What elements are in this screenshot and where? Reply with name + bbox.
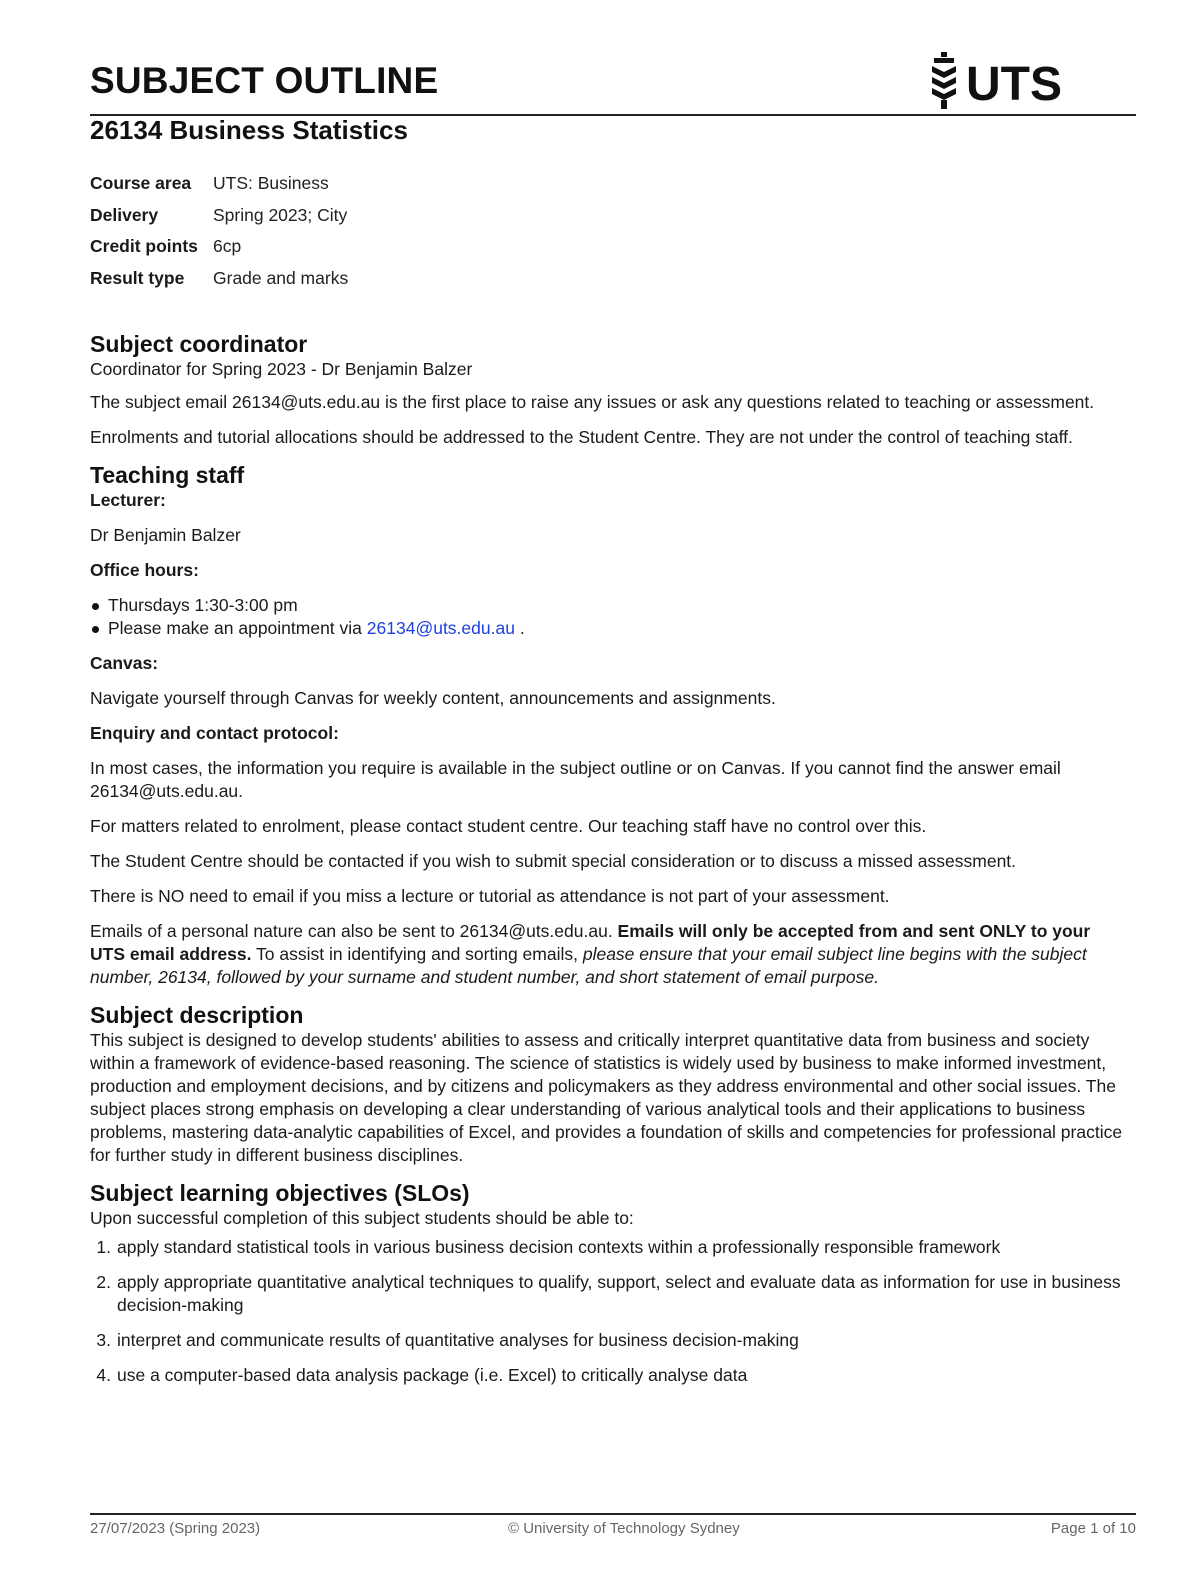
email-link[interactable]: 26134@uts.edu.au [366, 618, 515, 638]
uts-logo [926, 50, 1074, 112]
coordinator-line: Coordinator for Spring 2023 - Dr Benjamin Balzer [90, 359, 473, 379]
objective-number: 1. [96, 1237, 111, 1257]
detail-row-course-area [90, 173, 348, 205]
detail-label: Result type [90, 267, 185, 288]
uts-logo-text: UTS [966, 58, 1062, 111]
uts-crest-icon [932, 52, 956, 109]
enquiry-paragraph: The Student Centre should be contacted if you wish to submit special consideration or to discuss a missed assessment. [90, 851, 1017, 871]
emails-italic-text: please ensure that your email subject line begins with the subject number, 26134, followed by your surname and student number, and short statement of email purpose. [90, 944, 1087, 987]
detail-label: Delivery [90, 204, 159, 225]
detail-label: Credit points [90, 236, 198, 256]
detail-value: Grade and marks [213, 267, 349, 288]
emails-paragraph [90, 920, 1130, 989]
objectives-intro: Upon successful completion of this subject students should be able to: [90, 1208, 634, 1228]
footer-page-number: Page 1 of 10 [1050, 1520, 1136, 1537]
detail-value: UTS: Business [213, 173, 329, 193]
emails-mid-text: To assist in identifying and sorting emails, [251, 944, 583, 964]
canvas-label: Canvas: [90, 653, 159, 673]
emails-plain-text: Emails of a personal nature can also be sent to 26134@uts.edu.au. [90, 921, 618, 941]
lecturer-name: Dr Benjamin Balzer [90, 525, 241, 545]
list-item [90, 617, 1130, 640]
document-page [90, 0, 1136, 1590]
detail-label: Course area [90, 173, 192, 193]
footer-copyright: © University of Technology Sydney [508, 1520, 740, 1537]
list-item [90, 1236, 1130, 1259]
objective-number: 2. [96, 1272, 111, 1292]
lecturer-label: Lecturer: [90, 490, 166, 510]
detail-row-result-type [90, 268, 348, 300]
enquiry-paragraph: In most cases, the information you require is available in the subject outline or on Canvas. If you cannot find the answer email 26134@uts.edu.au. [90, 758, 1061, 801]
office-hours-list [90, 594, 1130, 640]
coordinator-email-paragraph: The subject email 26134@uts.edu.au is the first place to raise any issues or ask any questions related to teaching or assessment. [90, 392, 1095, 412]
objectives-list [90, 1236, 1130, 1387]
subject-details [90, 173, 348, 299]
appointment-text: Please make an appointment via [108, 618, 367, 638]
objectives-heading: Subject learning objectives (SLOs) [90, 1180, 470, 1206]
objective-text: use a computer-based data analysis package (i.e. Excel) to critically analyse data [117, 1365, 748, 1385]
objective-number: 3. [96, 1330, 111, 1350]
detail-value: Spring 2023; City [213, 204, 348, 225]
office-hours-label: Office hours: [90, 560, 199, 580]
appointment-suffix: . [514, 618, 525, 638]
objective-number: 4. [96, 1365, 111, 1385]
footer-divider [90, 1513, 1136, 1515]
office-hours-time: Thursdays 1:30-3:00 pm [108, 595, 298, 615]
list-item [90, 1329, 1130, 1352]
detail-row-credit-points [90, 236, 348, 268]
emails-bold-text: Emails will only be accepted from and sent ONLY to your UTS email address. [90, 921, 1091, 964]
enquiry-paragraph: For matters related to enrolment, please contact student centre. Our teaching staff have no control over this. [90, 816, 927, 836]
detail-value: 6cp [213, 236, 242, 256]
coordinator-heading: Subject coordinator [90, 331, 308, 357]
detail-row-delivery [90, 205, 348, 237]
canvas-text: Navigate yourself through Canvas for weekly content, announcements and assignments. [90, 688, 776, 708]
description-heading: Subject description [90, 1002, 304, 1028]
enquiry-label: Enquiry and contact protocol: [90, 723, 339, 743]
footer-date: 27/07/2023 (Spring 2023) [90, 1520, 261, 1537]
document-title: SUBJECT OUTLINE [90, 60, 439, 101]
coordinator-enrolment-paragraph: Enrolments and tutorial allocations should be addressed to the Student Centre. They are not under the control of teaching staff. [90, 427, 1073, 447]
teaching-staff-heading: Teaching staff [90, 462, 245, 488]
list-item [90, 1271, 1130, 1317]
list-item [90, 594, 1130, 617]
subject-title: 26134 Business Statistics [90, 115, 408, 145]
description-text: This subject is designed to develop students' abilities to assess and critically interpret quantitative data from business and society within a framework of evidence-based reasoning. The science of statistics is widely used by business to make informed investment, production and employment decisions, and by citizens and policymakers as they address environmental and other social issues. The subject places strong emphasis on developing a clear understanding of various analytical tools and their applications to business problems, mastering data-analytic capabilities of Excel, and provides a foundation of skills and competencies for professional practice for further study in different business disciplines. [90, 1030, 1123, 1165]
objective-text: apply standard statistical tools in various business decision contexts within a professionally responsible framework [117, 1237, 1001, 1257]
objective-text: apply appropriate quantitative analytical techniques to qualify, support, select and evaluate data as information for use in business decision-making [117, 1272, 1121, 1315]
enquiry-paragraph: There is NO need to email if you miss a lecture or tutorial as attendance is not part of your assessment. [90, 886, 890, 906]
document-body [90, 330, 1130, 1399]
list-item [90, 1364, 1130, 1387]
objective-text: interpret and communicate results of quantitative analyses for business decision-making [117, 1330, 799, 1350]
